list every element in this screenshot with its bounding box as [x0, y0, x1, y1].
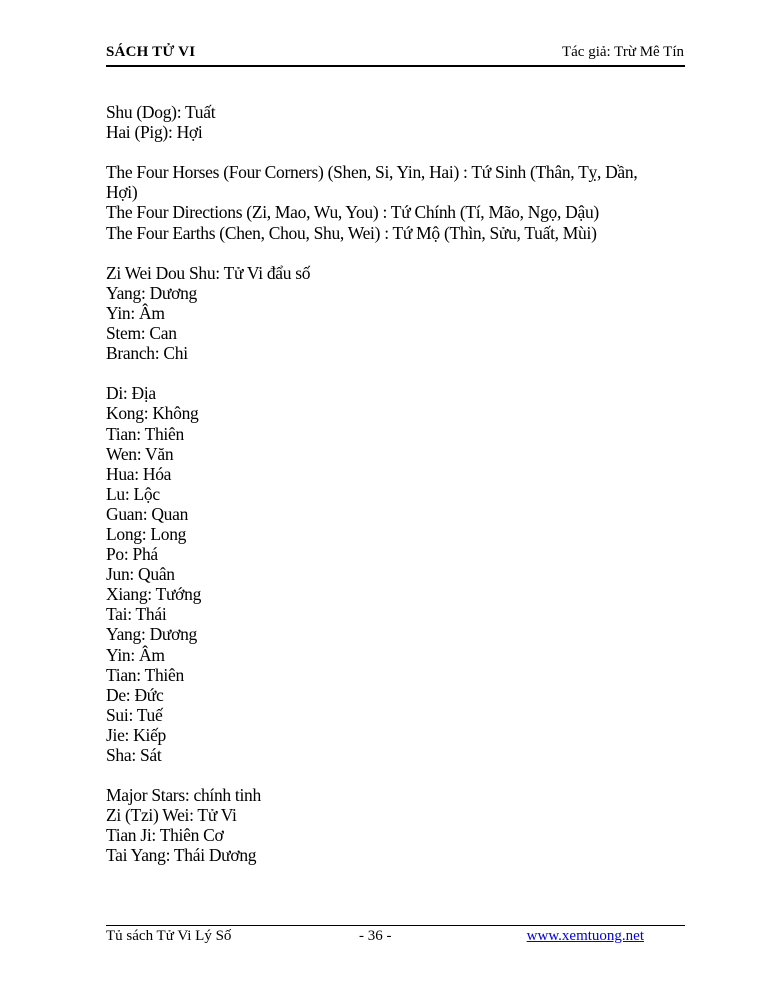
paragraph-gap — [106, 765, 676, 785]
author-line: Tác giả: Trừ Mê Tín — [561, 44, 684, 60]
page-footer — [106, 928, 684, 946]
website-link[interactable]: www.xemtuong.net — [526, 928, 644, 944]
header-divider — [106, 65, 685, 67]
paragraph-gap — [106, 142, 676, 162]
text-line: Yang: Dương — [106, 282, 197, 303]
text-line: Hua: Hóa — [106, 463, 172, 484]
text-line: The Four Directions (Zi, Mao, Wu, You) : Tứ Chính (Tí, Mão, Ngọ, Dậu) — [106, 202, 599, 223]
text-line: Hai (Pig): Hợi — [106, 122, 203, 143]
text-line: The Four Earths (Chen, Chou, Shu, Wei) : Tứ Mộ (Thìn, Sửu, Tuất, Mùi) — [106, 222, 597, 243]
text-line: Lu: Lộc — [106, 483, 160, 504]
text-line: The Four Horses (Four Corners) (Shen, Si, Yin, Hai) : Tứ Sinh (Thân, Tỵ, Dần, — [106, 162, 638, 183]
text-line: Zi Wei Dou Shu: Tử Vi đẩu số — [106, 262, 311, 283]
paragraph-gap — [106, 363, 676, 383]
footer-divider — [106, 925, 685, 926]
document-body — [106, 102, 676, 866]
text-line: Kong: Không — [106, 403, 199, 424]
text-line: Zi (Tzi) Wei: Tử Vi — [106, 805, 237, 826]
text-line: Branch: Chi — [106, 343, 188, 364]
text-line: Tai: Thái — [106, 604, 167, 625]
text-line: Sui: Tuế — [106, 704, 163, 725]
text-line: Jie: Kiếp — [106, 724, 166, 745]
page-number: - 36 - — [359, 928, 392, 944]
text-line: Xiang: Tướng — [106, 584, 202, 605]
text-line: Stem: Can — [106, 323, 177, 344]
text-line: Di: Địa — [106, 383, 156, 404]
text-line: Sha: Sát — [106, 745, 162, 765]
footer-collection: Tủ sách Tử Vi Lý Số — [106, 928, 232, 944]
text-line: Tian: Thiên — [106, 664, 184, 685]
text-line: Tian: Thiên — [106, 423, 184, 444]
text-line: Hợi) — [106, 182, 138, 203]
text-line: Yang: Dương — [106, 624, 197, 645]
text-line: Jun: Quân — [106, 564, 175, 585]
text-line: Major Stars: chính tinh — [106, 785, 261, 806]
text-line: Yin: Âm — [106, 644, 165, 665]
text-line: Yin: Âm — [106, 302, 165, 323]
text-line: Long: Long — [106, 523, 187, 544]
text-line: Wen: Văn — [106, 443, 174, 464]
text-line: Guan: Quan — [106, 503, 189, 524]
paragraph-gap — [106, 243, 676, 263]
text-line: De: Đức — [106, 684, 164, 705]
text-line: Tian Ji: Thiên Cơ — [106, 825, 224, 846]
page-header — [106, 44, 684, 64]
book-title: SÁCH TỬ VI — [106, 44, 196, 60]
text-line: Shu (Dog): Tuất — [106, 102, 216, 122]
text-line: Po: Phá — [106, 544, 158, 565]
text-line: Tai Yang: Thái Dương — [106, 845, 257, 866]
